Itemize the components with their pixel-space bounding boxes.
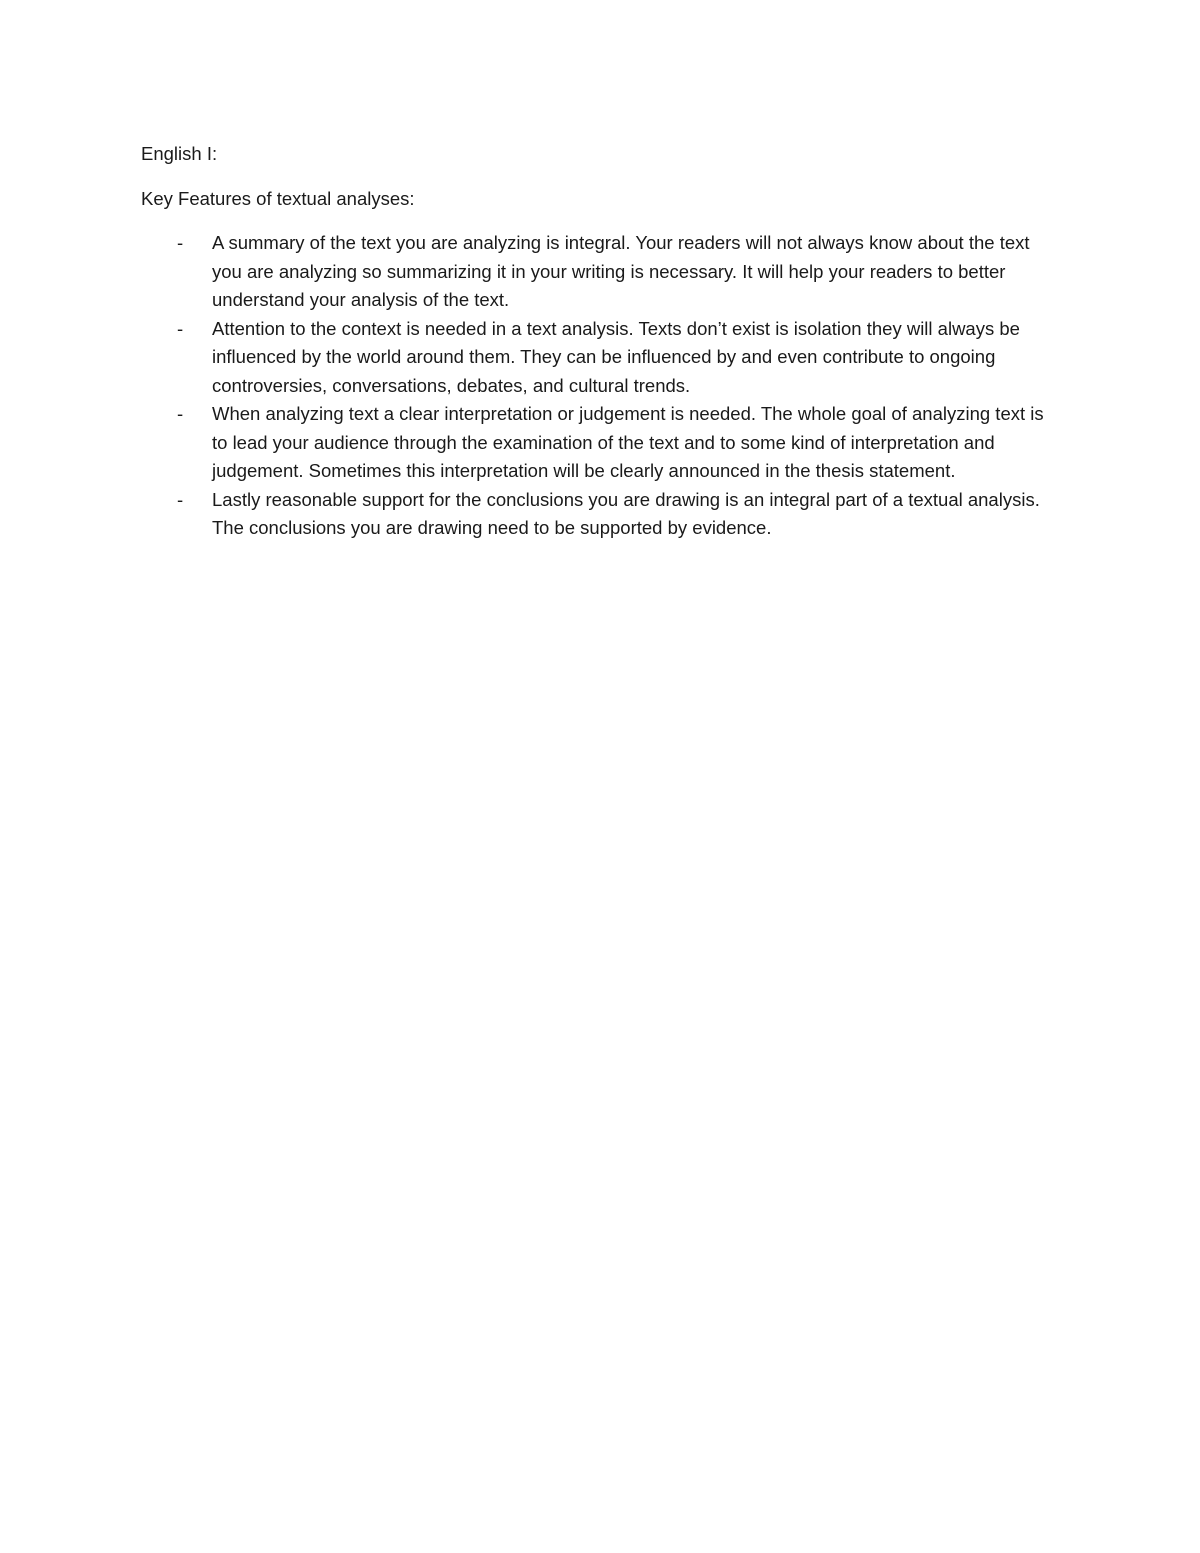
bullet-dash: - [177,317,184,339]
list-item [141,315,1061,401]
document-title: English I: [141,143,218,164]
list-item [141,229,1061,315]
list-item-text: A summary of the text you are analyzing is integral. Your readers will not always know about the text you are analyzing so summarizing it in your writing is necessary. It will help your readers to better understand your analysis of the text. [212,232,1030,310]
list-item-text: When analyzing text a clear interpretation or judgement is needed. The whole goal of analyzing text is to lead your audience through the examination of the text and to some kind of interpretation and judgement. Sometimes this interpretation will be clearly announced in the thesis statement. [212,403,1044,481]
list-item-text: Lastly reasonable support for the conclusions you are drawing is an integral part of a textual analysis. The conclusions you are drawing need to be supported by evidence. [212,488,1040,538]
key-features-list [141,229,1061,543]
bullet-dash: - [177,232,184,253]
document-subtitle: Key Features of textual analyses: [141,187,415,209]
list-item [141,486,1061,543]
list-item [141,400,1061,486]
list-item-text: Attention to the context is needed in a text analysis. Texts don’t exist is isolation they will always be influenced by the world around them. They can be influenced by and even contribute to ongoing controversies, conversations, debates, and cultural trends. [212,317,1020,396]
bullet-dash: - [177,488,184,510]
bullet-dash: - [177,403,184,424]
document-body [141,140,1061,543]
